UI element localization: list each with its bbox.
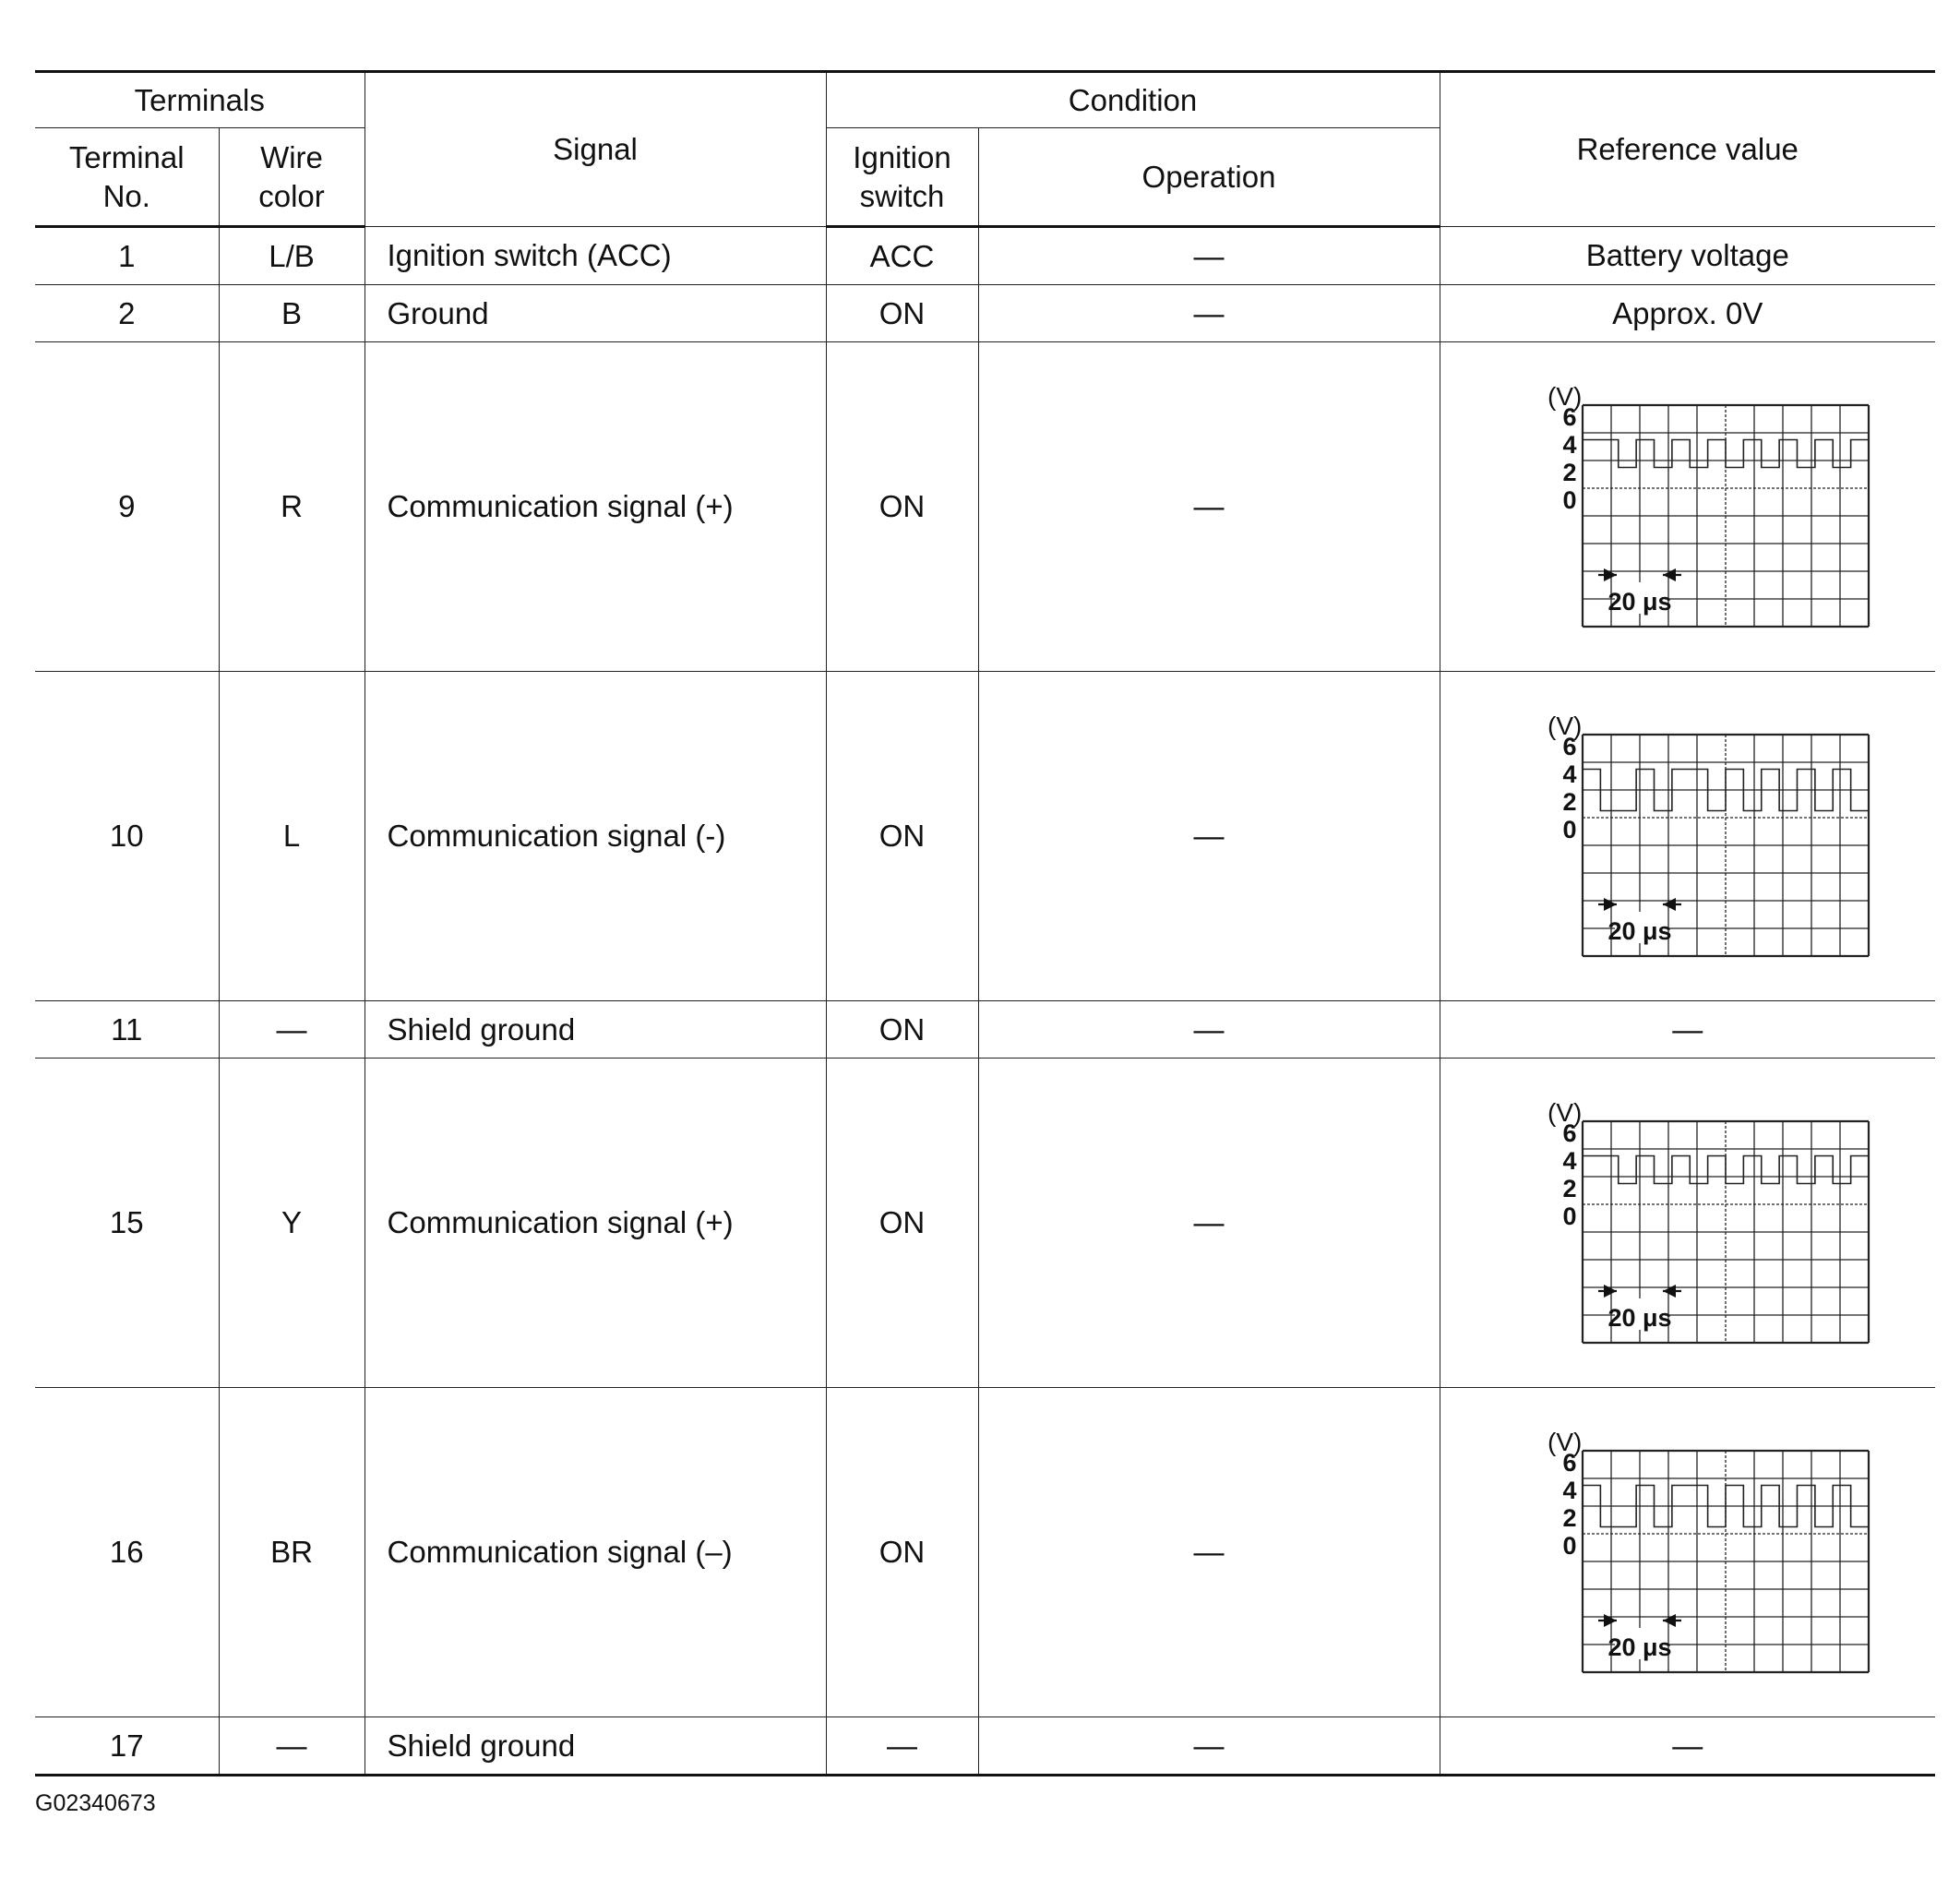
- reference-waveform: [1440, 342, 1935, 672]
- signal-name: Ignition switch (ACC): [365, 227, 826, 285]
- reference-value: Approx. 0V: [1440, 285, 1935, 342]
- operation-value: —: [978, 227, 1440, 285]
- operation-value: —: [978, 1059, 1440, 1388]
- wire-color: —: [219, 1717, 365, 1776]
- y-tick-label: 2: [1562, 1175, 1577, 1202]
- y-tick-label: 0: [1562, 816, 1577, 843]
- y-tick-label: 2: [1562, 1504, 1577, 1532]
- terminal-number: 11: [35, 1001, 219, 1059]
- table-row: [35, 227, 1935, 285]
- time-marker-arrow: [1604, 1614, 1617, 1627]
- time-marker-arrow: [1663, 1285, 1676, 1298]
- table-row: [35, 1717, 1935, 1776]
- signal-name: Communication signal (+): [365, 1059, 826, 1388]
- table-row: [35, 342, 1935, 672]
- axis-unit-label: (V): [1547, 1098, 1583, 1127]
- time-marker-arrow: [1604, 898, 1617, 911]
- time-marker-arrow: [1663, 568, 1676, 581]
- signal-name: Communication signal (+): [365, 342, 826, 672]
- terminal-number: 9: [35, 342, 219, 672]
- oscilloscope-waveform: [1503, 1423, 1872, 1681]
- terminal-table: [35, 70, 1935, 1776]
- y-tick-label: 6: [1562, 403, 1577, 431]
- oscilloscope-waveform: [1503, 707, 1872, 965]
- y-tick-label: 6: [1562, 733, 1577, 760]
- terminal-no-header: Terminal No.: [35, 128, 219, 227]
- y-tick-label: 4: [1562, 760, 1577, 788]
- terminal-number: 16: [35, 1388, 219, 1717]
- figure-code: G02340673: [35, 1790, 156, 1816]
- reference-waveform: [1440, 1388, 1935, 1717]
- terminal-number: 2: [35, 285, 219, 342]
- time-marker-arrow: [1663, 898, 1676, 911]
- signal-header: Signal: [365, 72, 826, 227]
- reference-value-header: Reference value: [1440, 72, 1935, 227]
- ignition-value: —: [826, 1717, 978, 1776]
- time-scale-label: 20 μs: [1607, 588, 1672, 616]
- table-row: [35, 1001, 1935, 1059]
- axis-unit-label: (V): [1547, 382, 1583, 411]
- ignition-value: ON: [826, 342, 978, 672]
- reference-value: Battery voltage: [1440, 227, 1935, 285]
- y-tick-label: 0: [1562, 1202, 1577, 1230]
- terminal-number: 17: [35, 1717, 219, 1776]
- terminals-header: Terminals: [35, 72, 365, 128]
- ignition-value: ON: [826, 285, 978, 342]
- signal-name: Communication signal (–): [365, 1388, 826, 1717]
- reference-value: —: [1440, 1717, 1935, 1776]
- time-scale-label: 20 μs: [1607, 1633, 1672, 1661]
- time-scale-label: 20 μs: [1607, 917, 1672, 945]
- axis-unit-label: (V): [1547, 712, 1583, 740]
- wire-color: B: [219, 285, 365, 342]
- time-marker-arrow: [1663, 1614, 1676, 1627]
- y-tick-label: 4: [1562, 1477, 1577, 1504]
- signal-trace: [1583, 1156, 1869, 1184]
- wire-color: L: [219, 672, 365, 1001]
- wire-color: L/B: [219, 227, 365, 285]
- terminal-number: 15: [35, 1059, 219, 1388]
- ignition-value: ON: [826, 1001, 978, 1059]
- time-marker-arrow: [1604, 1285, 1617, 1298]
- time-marker-arrow: [1604, 568, 1617, 581]
- signal-name: Communication signal (-): [365, 672, 826, 1001]
- operation-value: —: [978, 342, 1440, 672]
- wire-color: BR: [219, 1388, 365, 1717]
- y-tick-label: 2: [1562, 459, 1577, 486]
- reference-waveform: [1440, 672, 1935, 1001]
- y-tick-label: 0: [1562, 1532, 1577, 1560]
- operation-value: —: [978, 1388, 1440, 1717]
- operation-value: —: [978, 1717, 1440, 1776]
- operation-value: —: [978, 672, 1440, 1001]
- reference-value: —: [1440, 1001, 1935, 1059]
- oscilloscope-waveform: [1503, 377, 1872, 636]
- terminal-number: 1: [35, 227, 219, 285]
- condition-header: Condition: [826, 72, 1440, 128]
- table-row: [35, 1388, 1935, 1717]
- reference-waveform: [1440, 1059, 1935, 1388]
- signal-trace: [1583, 440, 1869, 468]
- ignition-value: ON: [826, 1388, 978, 1717]
- wire-color: R: [219, 342, 365, 672]
- terminal-number: 10: [35, 672, 219, 1001]
- operation-value: —: [978, 285, 1440, 342]
- table-row: [35, 285, 1935, 342]
- time-scale-label: 20 μs: [1607, 1304, 1672, 1332]
- y-tick-label: 0: [1562, 486, 1577, 514]
- y-tick-label: 4: [1562, 1147, 1577, 1175]
- oscilloscope-waveform: [1503, 1094, 1872, 1352]
- y-tick-label: 2: [1562, 788, 1577, 816]
- signal-name: Ground: [365, 285, 826, 342]
- table-row: [35, 672, 1935, 1001]
- y-tick-label: 6: [1562, 1119, 1577, 1147]
- ignition-value: ON: [826, 1059, 978, 1388]
- y-tick-label: 4: [1562, 431, 1577, 459]
- y-tick-label: 6: [1562, 1449, 1577, 1477]
- signal-name: Shield ground: [365, 1001, 826, 1059]
- axis-unit-label: (V): [1547, 1428, 1583, 1456]
- wire-color: Y: [219, 1059, 365, 1388]
- ignition-switch-header: Ignition switch: [826, 128, 978, 227]
- ignition-value: ON: [826, 672, 978, 1001]
- ignition-value: ACC: [826, 227, 978, 285]
- table-row: [35, 1059, 1935, 1388]
- wire-color: —: [219, 1001, 365, 1059]
- wire-color-header: Wire color: [219, 128, 365, 227]
- operation-value: —: [978, 1001, 1440, 1059]
- signal-name: Shield ground: [365, 1717, 826, 1776]
- operation-header: Operation: [978, 128, 1440, 227]
